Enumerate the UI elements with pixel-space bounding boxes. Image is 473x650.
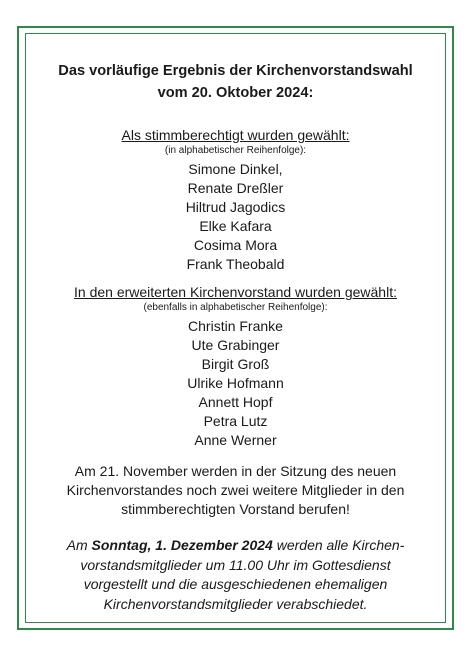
closing-date: Sonntag, 1. Dezember 2024 [91,537,273,553]
list-item: Frank Theobald [186,256,285,272]
list-item: Birgit Groß [201,356,270,372]
announcement-line-1: Am 21. November werden in der Sitzung des neuen [74,463,397,479]
section-extended-heading: In den erweiterten Kirchenvorstand wurden gewählt: [74,284,397,300]
announcement-line-3: stimmberechtigten Vorstand berufen! [121,501,350,517]
closing-prefix: Am [66,537,92,553]
extended-members-list [30,317,441,450]
section-voting-members [30,127,441,274]
closing-line-2: vorstandsmitglieder um 11.00 Uhr im Gottesdienst [80,556,391,573]
section-extended-note: (ebenfalls in alphabetischer Reihenfolge): [143,302,328,313]
section-voting-heading: Als stimmberechtigt wurden gewählt: [121,127,350,143]
list-item: Annett Hopf [198,394,273,410]
list-item: Anne Werner [194,432,277,448]
closing-line-4: Kirchenvorstandsmitglieder verabschiedet. [103,595,368,612]
list-item: Ulrike Hofmann [187,375,284,391]
list-item: Simone Dinkel, [188,161,283,177]
closing-line-1 [30,536,441,556]
title-line-2: vom 20. Oktober 2024: [157,85,314,101]
section-voting-note: (in alphabetischer Reihenfolge): [164,145,307,156]
list-item: Elke Kafara [199,218,272,234]
list-item: Hiltrud Jagodics [185,199,286,215]
list-item: Petra Lutz [203,413,268,429]
title-line-1: Das vorläufige Ergebnis der Kirchenvorstandswahl [58,63,413,79]
closing-line-1-rest: werden alle Kirchen- [272,537,405,553]
closing-line-3: vorgestellt und die ausgeschiedenen ehemaligen [83,576,388,592]
notice-content [30,60,441,614]
list-item: Christin Franke [188,318,283,334]
announcement-paragraph [30,462,441,519]
announcement-line-2: Kirchenvorstandes noch zwei weitere Mitglieder in den [66,482,405,498]
list-item: Cosima Mora [193,237,278,253]
voting-members-list [30,160,441,274]
closing-paragraph [30,536,441,614]
section-extended-members [30,284,441,450]
list-item: Ute Grabinger [191,337,280,353]
list-item: Renate Dreßler [187,180,284,196]
notice-title [30,60,441,104]
